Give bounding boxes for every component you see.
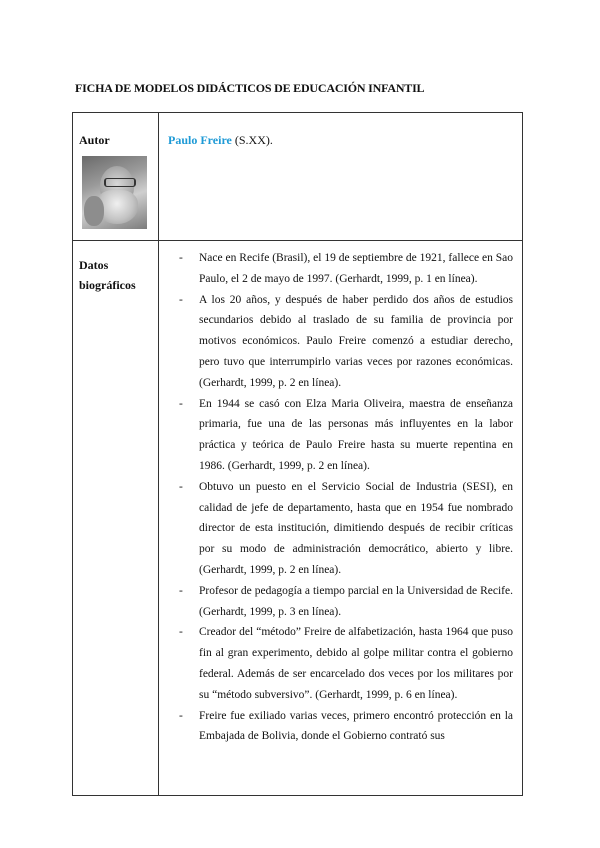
autor-label-cell <box>73 113 159 241</box>
bullet-dash: - <box>179 252 183 264</box>
bullet-dash: - <box>179 584 183 597</box>
ficha-table <box>72 112 523 796</box>
bio-list-item <box>179 581 513 623</box>
bio-item-text: Obtuvo un puesto en el Servicio Social de Industria (SESI), en calidad de jefe de departamento, hasta que en 1954 fue nombrado director de esta institución, dimitiendo después de recibir críticas por su modo de administración democrático, abierto y libre. (Gerhardt, 1999, p. 2 en línea). <box>199 480 513 576</box>
bio-list <box>159 241 522 747</box>
author-photo-glasses <box>104 178 136 187</box>
bullet-dash: - <box>179 480 183 493</box>
bio-item-text: Freire fue exiliado varias veces, primero encontró protección en la Embajada de Bolivia, donde el Gobierno contrató sus <box>199 709 513 743</box>
bio-label-line2: biográficos <box>79 278 136 292</box>
bio-list-item <box>179 622 513 705</box>
bio-list-item <box>179 477 513 581</box>
author-name-link[interactable]: Paulo Freire <box>168 133 232 147</box>
bullet-dash: - <box>179 293 183 306</box>
author-photo-hand <box>84 196 104 226</box>
bio-label-line1: Datos <box>79 258 109 272</box>
autor-content-cell <box>159 113 523 241</box>
bio-list-item <box>179 290 513 394</box>
document-title: FICHA DE MODELOS DIDÁCTICOS DE EDUCACIÓN INFANTIL <box>75 81 425 95</box>
autor-row <box>73 113 523 241</box>
author-period: (S.XX). <box>231 133 273 147</box>
bullet-dash: - <box>179 626 183 639</box>
author-photo <box>82 156 147 229</box>
bio-item-text: A los 20 años, y después de haber perdido dos años de estudios secundarios debido al traslado de su familia de provincia por motivos económicos. Paulo Freire comenzó a estudiar derecho, pero tuvo que interrumpirlo varias veces por razones económicas. (Gerhardt, 1999, p. 2 en línea). <box>199 293 513 389</box>
bio-label-cell <box>73 241 159 796</box>
bullet-dash: - <box>179 709 183 722</box>
autor-text <box>159 113 522 150</box>
bio-label <box>73 241 158 295</box>
bio-item-text: Nace en Recife (Brasil), el 19 de septiembre de 1921, fallece en Sao Paulo, el 2 de mayo de 1997. (Gerhardt, 1999, p. 1 en línea). <box>199 252 513 285</box>
bio-list-item <box>179 394 513 477</box>
bio-list-item <box>179 248 513 290</box>
autor-label: Autor <box>79 133 110 147</box>
bullet-dash: - <box>179 397 183 410</box>
bio-item-text: Profesor de pedagogía a tiempo parcial en la Universidad de Recife. (Gerhardt, 1999, p. 3 en línea). <box>199 584 513 618</box>
bio-row <box>73 241 523 796</box>
bio-content-cell <box>159 241 523 796</box>
bio-list-item <box>179 706 513 748</box>
bio-item-text: En 1944 se casó con Elza Maria Oliveira, maestra de enseñanza primaria, fue una de las personas más influyentes en la labor práctica y teórica de Paulo Freire hasta su muerte repentina en 1986. (Gerhardt, 1999, p. 2 en línea). <box>199 397 513 472</box>
bio-item-text: Creador del “método” Freire de alfabetización, hasta 1964 que puso fin al gran experimento, debido al golpe militar contra el gobierno federal. Además de ser encarcelado dos veces por los militares por su “método subversivo”. (Gerhardt, 1999, p. 6 en línea). <box>199 626 513 701</box>
